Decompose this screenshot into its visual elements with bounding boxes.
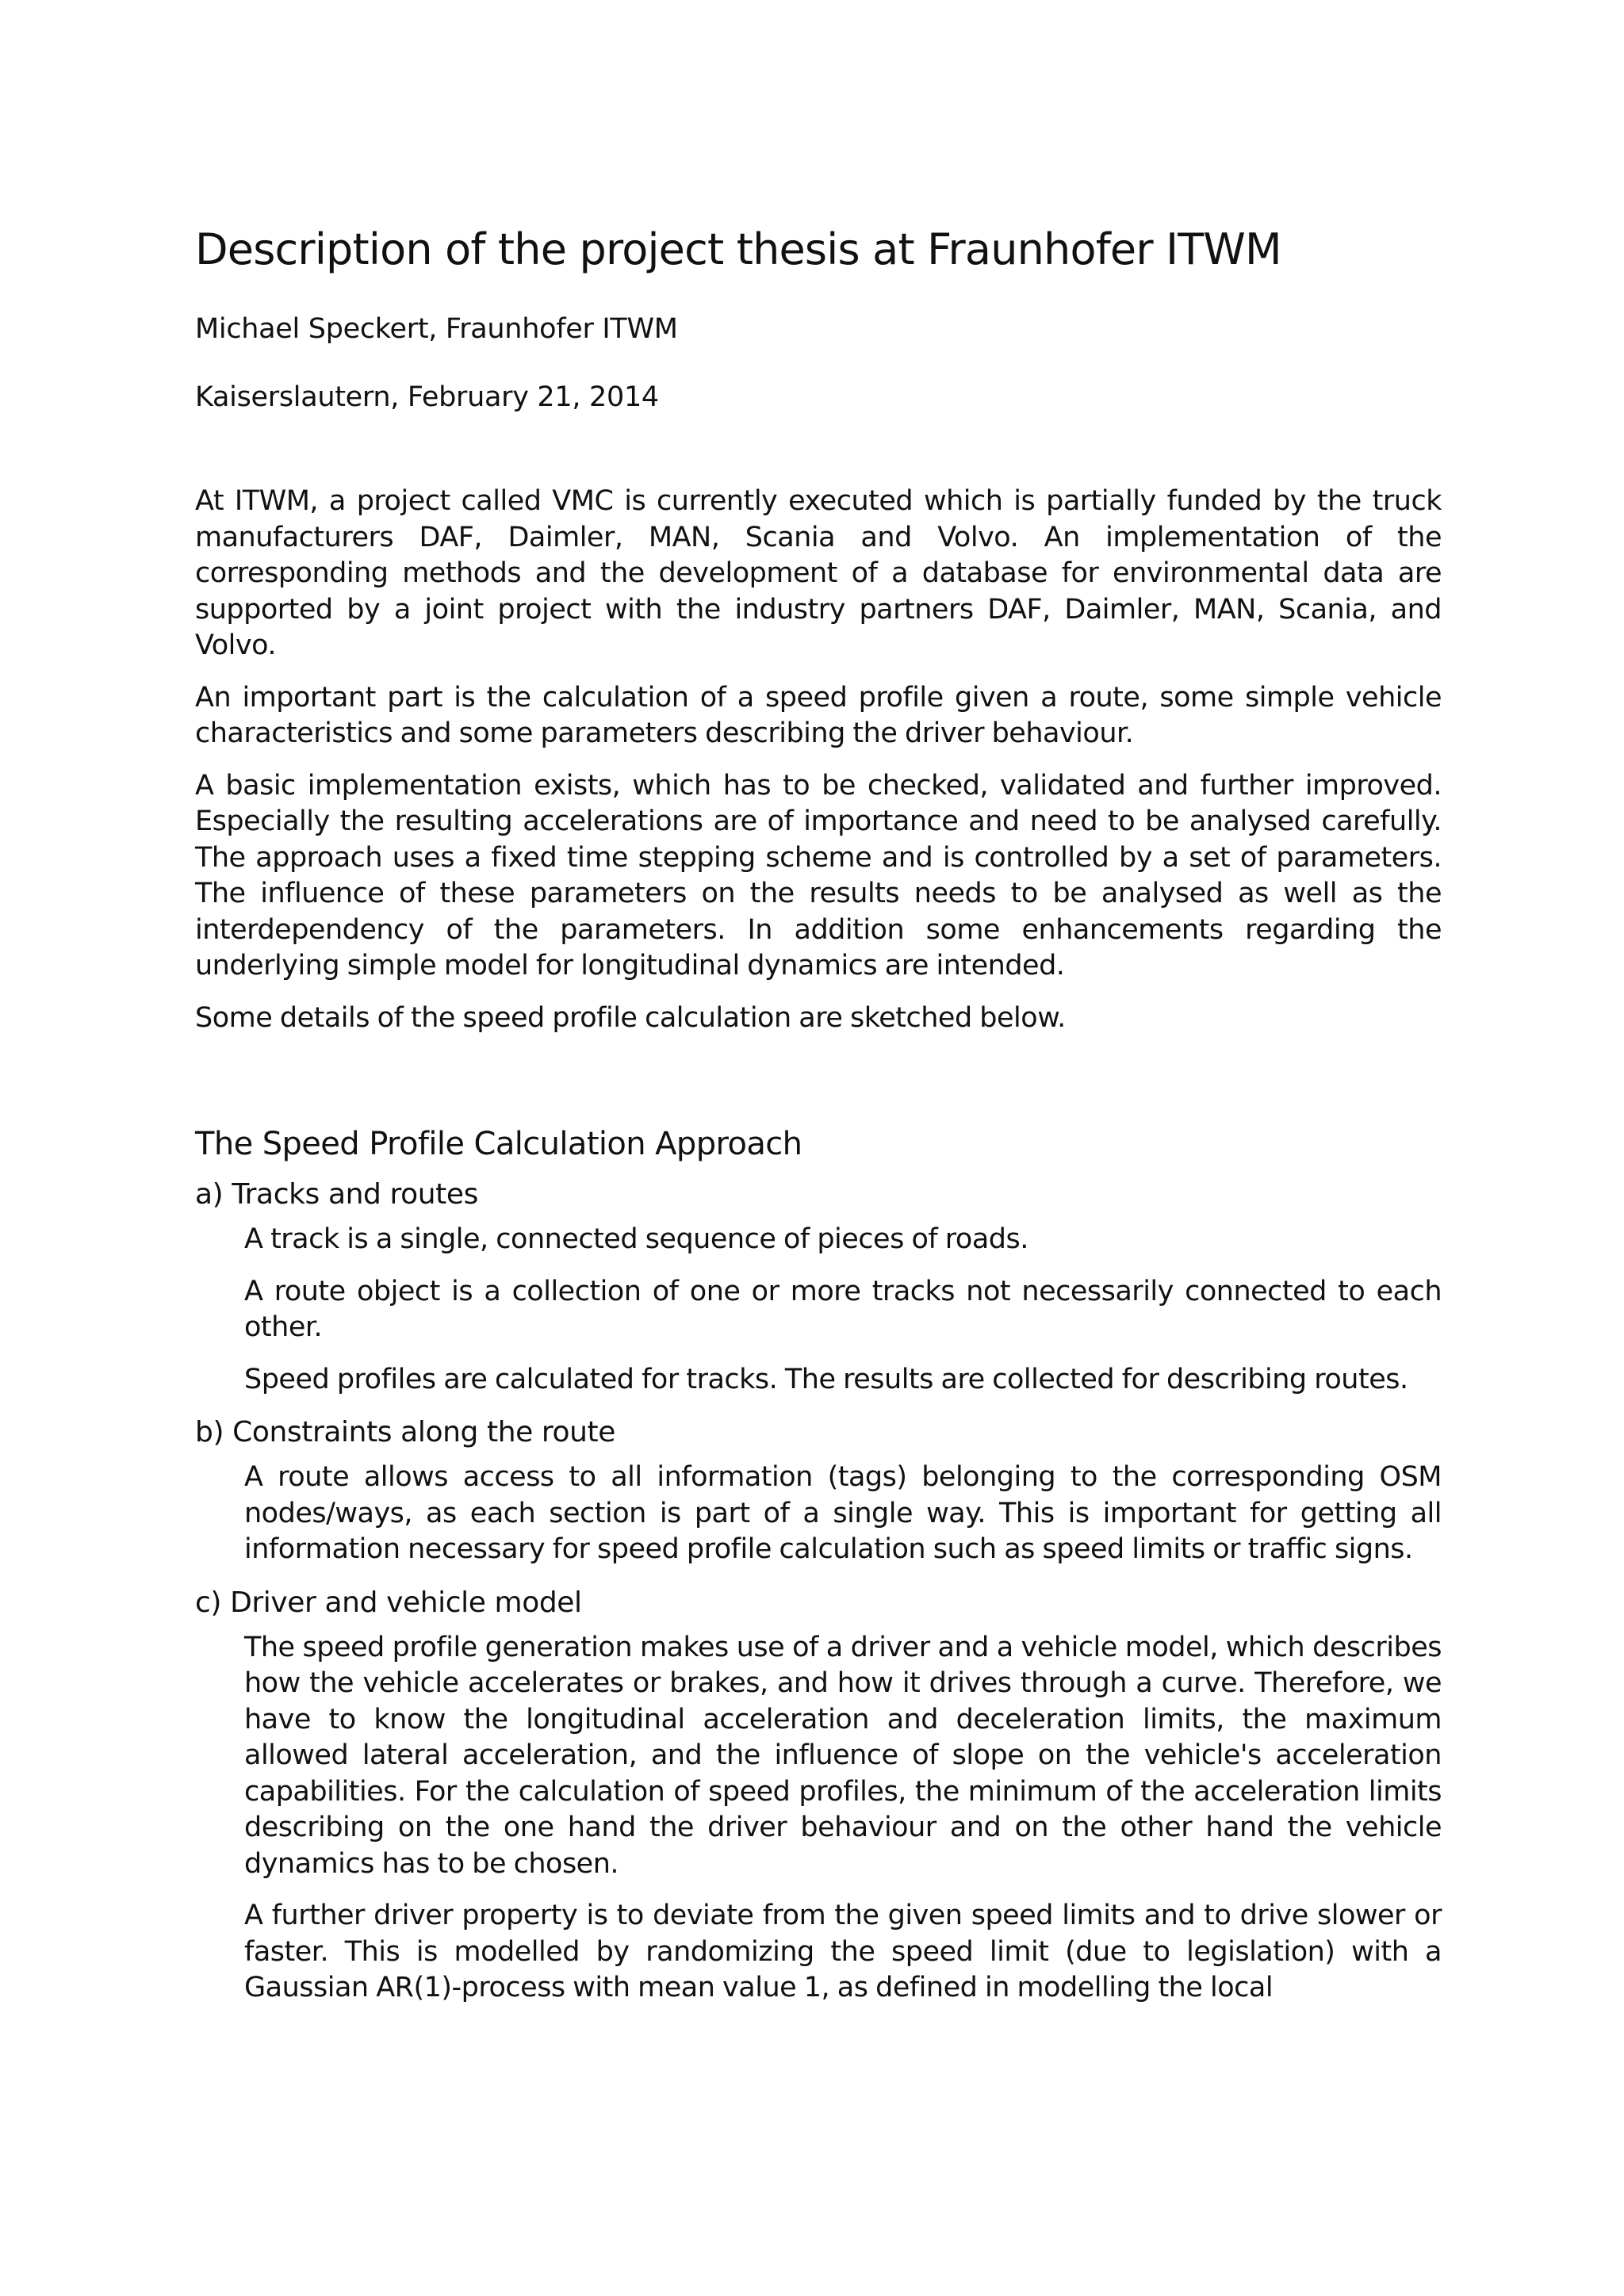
subsection-heading-a: a) Tracks and routes bbox=[195, 1178, 478, 1211]
document-page bbox=[195, 224, 1442, 2007]
subsection-c-paragraph-2: A further driver property is to deviate from the given speed limits and to drive slower or faster. This is modelled by randomizing the speed limit (due to legislation) with a Gaussian AR(1)-process with mean value 1, as defined in modelling the local bbox=[244, 1900, 1442, 2003]
section-heading: The Speed Profile Calculation Approach bbox=[195, 1126, 802, 1162]
subsection-body-a bbox=[195, 1222, 1442, 1398]
subsection-a-paragraph-2: A route object is a collection of one or more tracks not necessarily connected to each other. bbox=[244, 1275, 1442, 1343]
intro-paragraph-2: An important part is the calculation of a speed profile given a route, some simple vehicle characteristics and some parameters describing the driver behaviour. bbox=[195, 681, 1442, 749]
document-title: Description of the project thesis at Fraunhofer ITWM bbox=[195, 224, 1281, 274]
subsection-c-paragraph-1: The speed profile generation makes use of a driver and a vehicle model, which describes how the vehicle accelerates or brakes, and how it drives through a curve. Therefore, we have to know the longitudinal acceleration and deceleration limits, the maximum allowed lateral acceleration, and the influence of slope on the vehicle's acceleration capabilities. For the calculation of speed profiles, the minimum of the acceleration limits describing on the one hand the driver behaviour and on the other hand the vehicle dynamics has to be chosen. bbox=[244, 1631, 1442, 1880]
subsection-heading-c: c) Driver and vehicle model bbox=[195, 1586, 582, 1619]
subsection-heading-b: b) Constraints along the route bbox=[195, 1416, 616, 1448]
intro-paragraph-1: At ITWM, a project called VMC is currently executed which is partially funded by the truck manufacturers DAF, Daimler, MAN, Scania and Volvo. An implementation of the corresponding methods and the development of a database for environmental data are supported by a joint project with the industry partners DAF, Daimler, MAN, Scania, and Volvo. bbox=[195, 485, 1442, 661]
intro-paragraph-3: A basic implementation exists, which has to be checked, validated and further improved. Especially the resulting accelerations are of importance and need to be analysed carefully. The approach uses a fixed time stepping scheme and is controlled by a set of parameters. The influence of these parameters on the results needs to be analysed as well as the interdependency of the parameters. In addition some enhancements regarding the underlying simple model for longitudinal dynamics are intended. bbox=[195, 769, 1442, 982]
subsection-b-paragraph-1: A route allows access to all information (tags) belonging to the corresponding OSM nodes/ways, as each section is part of a single way. This is important for getting all information necessary for speed profile calculation such as speed limits or traffic signs. bbox=[244, 1461, 1442, 1565]
author-line: Michael Speckert, Fraunhofer ITWM bbox=[195, 313, 678, 345]
subsection-a-paragraph-3: Speed profiles are calculated for tracks. The results are collected for describing routes. bbox=[244, 1363, 1408, 1395]
subsection-a-paragraph-1: A track is a single, connected sequence of pieces of roads. bbox=[244, 1223, 1028, 1255]
subsection-body-c bbox=[195, 1630, 1442, 2007]
place-date-line: Kaiserslautern, February 21, 2014 bbox=[195, 381, 659, 413]
subsection-body-b bbox=[195, 1460, 1442, 1568]
intro-paragraph-4: Some details of the speed profile calculation are sketched below. bbox=[195, 1001, 1066, 1034]
